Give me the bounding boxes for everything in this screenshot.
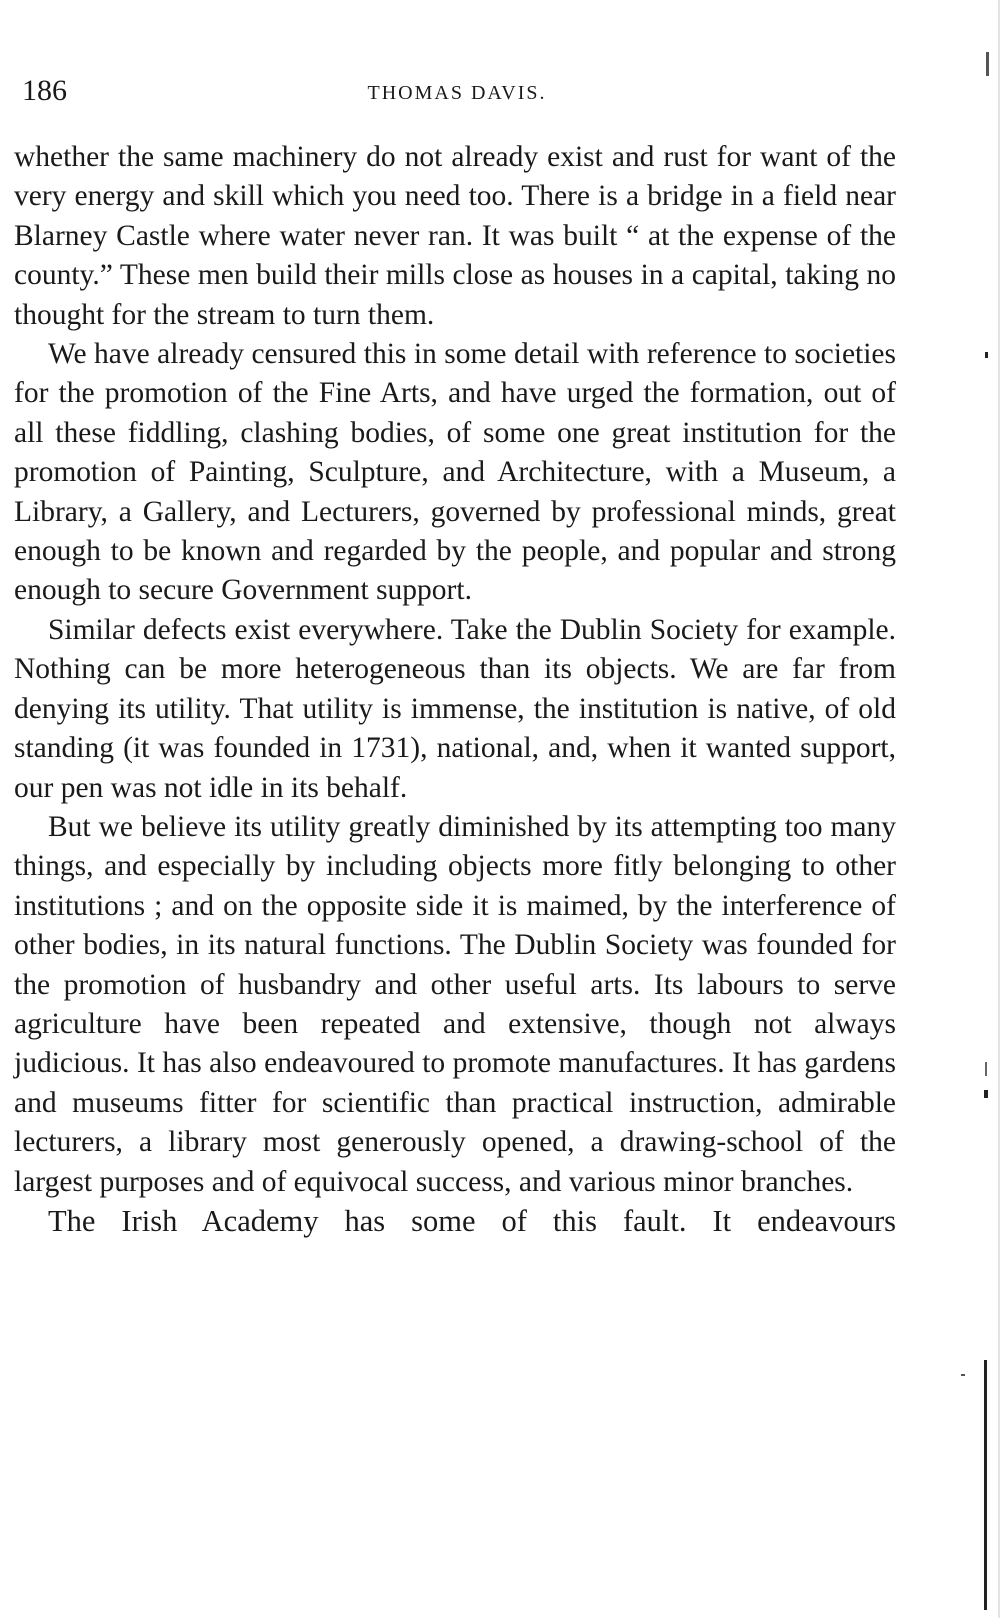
paragraph-continued: whether the same machinery do not already exist and rust for want of the very energy and skill which you need too. There is a bridge in a field near Blarney Castle where water never ran. It was built “ at the expense of the county.” These men build their mills close as houses in a capital, taking no thought for the stream to turn them. [14, 141, 896, 331]
paragraph: But we believe its utility greatly diminished by its attempting too many things, and especially by including objects more fitly belonging to other institutions ; and on the opposite side it is maimed, by the interference of other bodies, in its natural functions. The Dublin Society was founded for the promotion of husbandry and other useful arts. Its labours to serve agriculture have been repeated and extensive, though not always judicious. It has also endeavoured to promote manufactures. It has gardens and museums fitter for scientific than practical instruction, admirable lecturers, a library most generously opened, a drawing-school of the largest purposes and of equivocal success, and various minor branches. [14, 810, 896, 1198]
edge-mark [986, 52, 989, 76]
page-number: 186 [22, 74, 67, 107]
edge-mark [985, 352, 988, 358]
edge-mark [985, 1062, 987, 1076]
running-title: THOMAS DAVIS. [367, 82, 547, 104]
body-text [14, 138, 896, 1241]
paragraph: We have already censured this in some detail with reference to societies for the promotion of the Fine Arts, and have urged the formation, out of all these fiddling, clashing bodies, of some one great institution for the promotion of Painting, Sculpture, and Architecture, with a Museum, a Library, a Gallery, and Lecturers, governed by professional minds, great enough to be known and regarded by the people, and popular and strong enough to secure Government support. [14, 338, 896, 607]
paragraph: Similar defects exist everywhere. Take the Dublin Society for example. Nothing can be more heterogeneous than its objects. We are far from denying its utility. That utility is immense, the institution is native, of old standing (it was founded in 1731), national, and, when it wanted support, our pen was not idle in its behalf. [14, 613, 896, 804]
edge-mark [984, 1090, 988, 1098]
running-head [22, 74, 892, 114]
edge-mark [961, 1374, 965, 1376]
paragraph-last-line: The Irish Academy has some of this fault. It endeavours [48, 1203, 896, 1238]
edge-mark [984, 1360, 987, 1610]
